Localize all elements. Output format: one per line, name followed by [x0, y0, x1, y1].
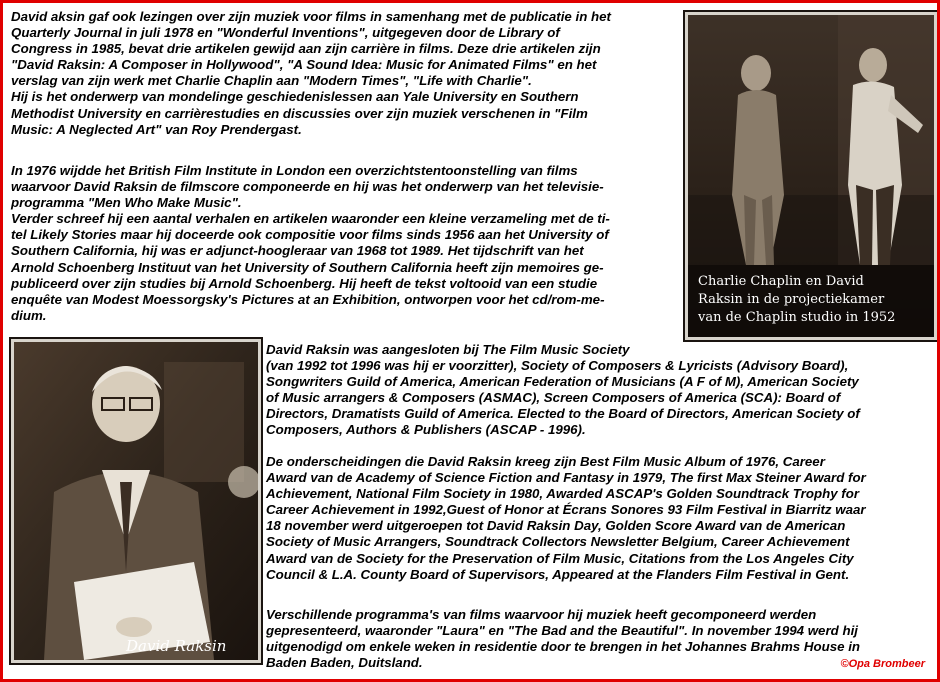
photo-raksin-portrait [11, 339, 261, 663]
photo-raksin-image [14, 342, 258, 660]
photo-raksin-caption: David Raksin [126, 637, 227, 655]
paragraph-awards: De onderscheidingen die David Raksin kreeg zijn Best Film Music Album of 1976, Career Award van de Academy of Science Fiction and Fantasy in 1979, The first Max Steiner Award for Achievement, National Film Society in 1980, Awarded ASCAP's Golden Soundtrack Trophy for Career Achievement in 1992,Guest of Honor at Écrans Sonores 93 Film Festival in Biarritz waar 18 november werd uitgeroepen tot David Raksin Day, Golden Score Award van de American Society of Music Arrangers, Soundtrack Collectors Newsletter Belgium, Career Achievement Award van de Society for the Preservation of Film Music, Citations from the Los Angeles City Council & L.A. County Board of Supervisors, Appeared at the Flanders Film Festival in Gent. [266, 454, 866, 582]
paragraph-british-film-institute: In 1976 wijdde het British Film Institute in London een overzichtstentoonstelling van films waarvoor David Raksin de filmscore componeerde en hij was het onderwerp van het televisie- programma "Men Who Make Music". Verder schreef hij een aantal verhalen en artikelen waaronder een kleine verzameling met de ti- tel Likely Stories maar hij doceerde ook compositie voor films sinds 1956 aan het University of Southern California, hij was er adjunct-hoogleraar van 1968 tot 1989. Het tijdschrift van het Arnold Schoenberg Instituut van het University of Southern California heeft zijn memoires ge- publiceerd over zijn studies bij Arnold Schoenberg. Hij heeft de tekst voltooid van een studie enquête van Modest Moessorgsky's Pictures at an Exhibition, ontworpen voor het cd/rom-me- dium. [11, 163, 610, 323]
paragraph-lectures: David aksin gaf ook lezingen over zijn muziek voor films in samenhang met de publicatie in het Quarterly Journal in juli 1978 en "Wonderful Inventions", uitgegeven door de Library of Congress in 1985, bevat drie artikelen gewijd aan zijn carrière in films. Deze drie artikelen zijn "David Raksin: A Composer in Hollywood", "A Sound Idea: Music for Animated Films" en het verslag van zijn werk met Charlie Chaplin aan "Modern Times", "Life with Charlie". Hij is het onderwerp van mondelinge geschiedenislessen aan Yale University en Southern Methodist University en carrièrestudies en discussies over zijn muziek verschenen in "Film Music: A Neglected Art" van Roy Prendergast. [11, 9, 611, 137]
paragraph-memberships: David Raksin was aangesloten bij The Film Music Society (van 1992 tot 1996 was hij er voorzitter), Society of Composers & Lyricists (Advisory Board), Songwriters Guild of America, American Federation of Musicians (A F of M), American Society of Music arrangers & Composers (ASMAC), Screen Composers of America (SCA): Board of Directors, Dramatists Guild of America. Elected to the Board of Directors, American Society of Composers, Authors & Publishers (ASCAP - 1996). [266, 342, 860, 438]
photo-chaplin-caption: Charlie Chaplin en David Raksin in de projectiekamer van de Chaplin studio in 1952 [698, 274, 896, 325]
paragraph-programmes: Verschillende programma's van films waarvoor hij muziek heeft gecomponeerd werden gepresenteerd, waaronder "Laura" en "The Bad and the Beautiful". In november 1994 werd hij uitgenodigd om enkele weken in residentie door te brengen in het Johannes Brahms House in Baden Baden, Duitsland. [266, 607, 861, 671]
photo-chaplin-raksin [685, 12, 937, 340]
copyright-label: ©Opa Brombeer [840, 658, 925, 670]
